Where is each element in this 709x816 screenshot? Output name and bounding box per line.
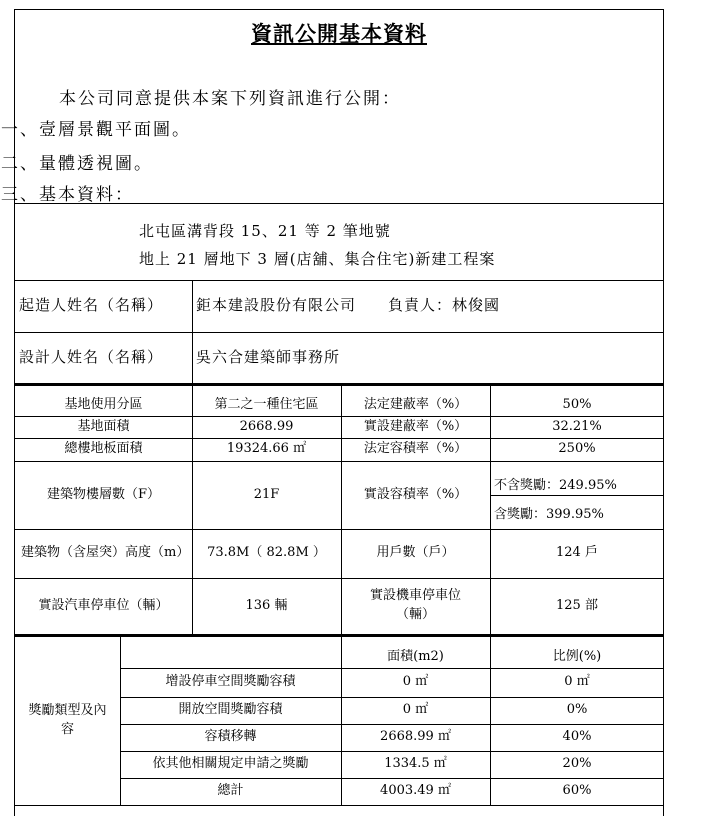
bonus-row-ratio: 0 ㎡ xyxy=(564,674,590,690)
actual-coverage-value: 32.21% xyxy=(552,418,602,434)
legal-far-label: 法定容積率（%） xyxy=(363,441,468,457)
disclosure-sheet xyxy=(1,9,664,816)
divider xyxy=(15,805,663,806)
builder-label: 起造人姓名（名稱） xyxy=(19,296,164,315)
site-area-label: 基地面積 xyxy=(77,418,130,434)
bonus-row-area: 1334.5 ㎡ xyxy=(384,756,447,772)
legal-coverage-value: 50% xyxy=(562,397,592,413)
legal-far-value: 250% xyxy=(558,441,596,457)
divider xyxy=(15,203,663,204)
bonus-row-area: 2668.99 ㎡ xyxy=(380,729,451,745)
zone-label: 基地使用分區 xyxy=(64,397,143,413)
actual-far-with-bonus: 含獎勵：399.95% xyxy=(494,506,604,522)
floor-area-value: 19324.66 ㎡ xyxy=(226,441,307,457)
bonus-row-name: 容積移轉 xyxy=(204,729,257,745)
bonus-row-ratio: 40% xyxy=(562,729,592,745)
floor-area-label: 總樓地板面積 xyxy=(64,441,143,457)
bonus-row-ratio: 20% xyxy=(562,756,592,772)
bonus-area-header: 面積(m2) xyxy=(387,648,444,664)
site-area-value: 2668.99 xyxy=(239,418,294,434)
item-perspective: 二、量體透視圖。 xyxy=(1,154,153,174)
moto-parking-label: 實設機車停車位（輛） xyxy=(369,588,461,622)
designer-label: 設計人姓名（名稱） xyxy=(19,347,164,366)
bonus-row-ratio: 0% xyxy=(566,702,588,718)
bonus-type-label: 獎勵類型及內容 xyxy=(28,703,107,737)
floors-label: 建築物樓層數（F） xyxy=(46,486,161,502)
floors-value: 21F xyxy=(253,486,280,502)
actual-far-label: 實設容積率（%） xyxy=(363,486,468,502)
bonus-row-name: 依其他相關規定申請之獎勵 xyxy=(152,756,309,772)
project-name: 地上 21 層地下 3 層(店舖、集合住宅)新建工程案 xyxy=(139,250,496,268)
bonus-row-name: 開放空間獎勵容積 xyxy=(178,702,283,718)
height-value: 73.8M（ 82.8M ） xyxy=(207,545,326,561)
builder-value: 鉅本建設股份有限公司 負責人：林俊國 xyxy=(196,296,501,315)
units-value: 124 戶 xyxy=(556,545,598,561)
moto-parking-value: 125 部 xyxy=(556,597,598,613)
bonus-ratio-header: 比例(%) xyxy=(552,648,602,664)
actual-coverage-label: 實設建蔽率（%） xyxy=(363,418,468,434)
project-location: 北屯區溝背段 15、21 等 2 筆地號 xyxy=(139,222,391,240)
item-landscape-plan: 一、壹層景觀平面圖。 xyxy=(1,120,191,140)
page-title: 資訊公開基本資料 xyxy=(251,21,427,46)
bonus-row-name: 增設停車空間獎勵容積 xyxy=(165,674,296,690)
intro-text: 本公司同意提供本案下列資訊進行公開： xyxy=(59,89,401,109)
bonus-total-area: 4003.49 ㎡ xyxy=(380,783,451,799)
height-label: 建築物（含屋突）高度（m） xyxy=(21,545,190,561)
bonus-row-area: 0 ㎡ xyxy=(402,702,429,718)
bonus-total-label: 總計 xyxy=(217,783,244,799)
car-parking-value: 136 輛 xyxy=(245,597,288,613)
zone-value: 第二之一種住宅區 xyxy=(214,397,319,413)
units-label: 用戶數（戶） xyxy=(376,545,455,561)
divider xyxy=(15,383,663,386)
item-basic-data: 三、基本資料： xyxy=(1,185,134,205)
designer-value: 吳六合建築師事務所 xyxy=(196,347,341,366)
actual-far-no-bonus: 不含獎勵：249.95% xyxy=(494,477,617,493)
bonus-total-ratio: 60% xyxy=(562,783,592,799)
legal-coverage-label: 法定建蔽率（%） xyxy=(363,397,468,413)
car-parking-label: 實設汽車停車位（輛） xyxy=(38,597,169,613)
bonus-row-area: 0 ㎡ xyxy=(402,674,429,690)
